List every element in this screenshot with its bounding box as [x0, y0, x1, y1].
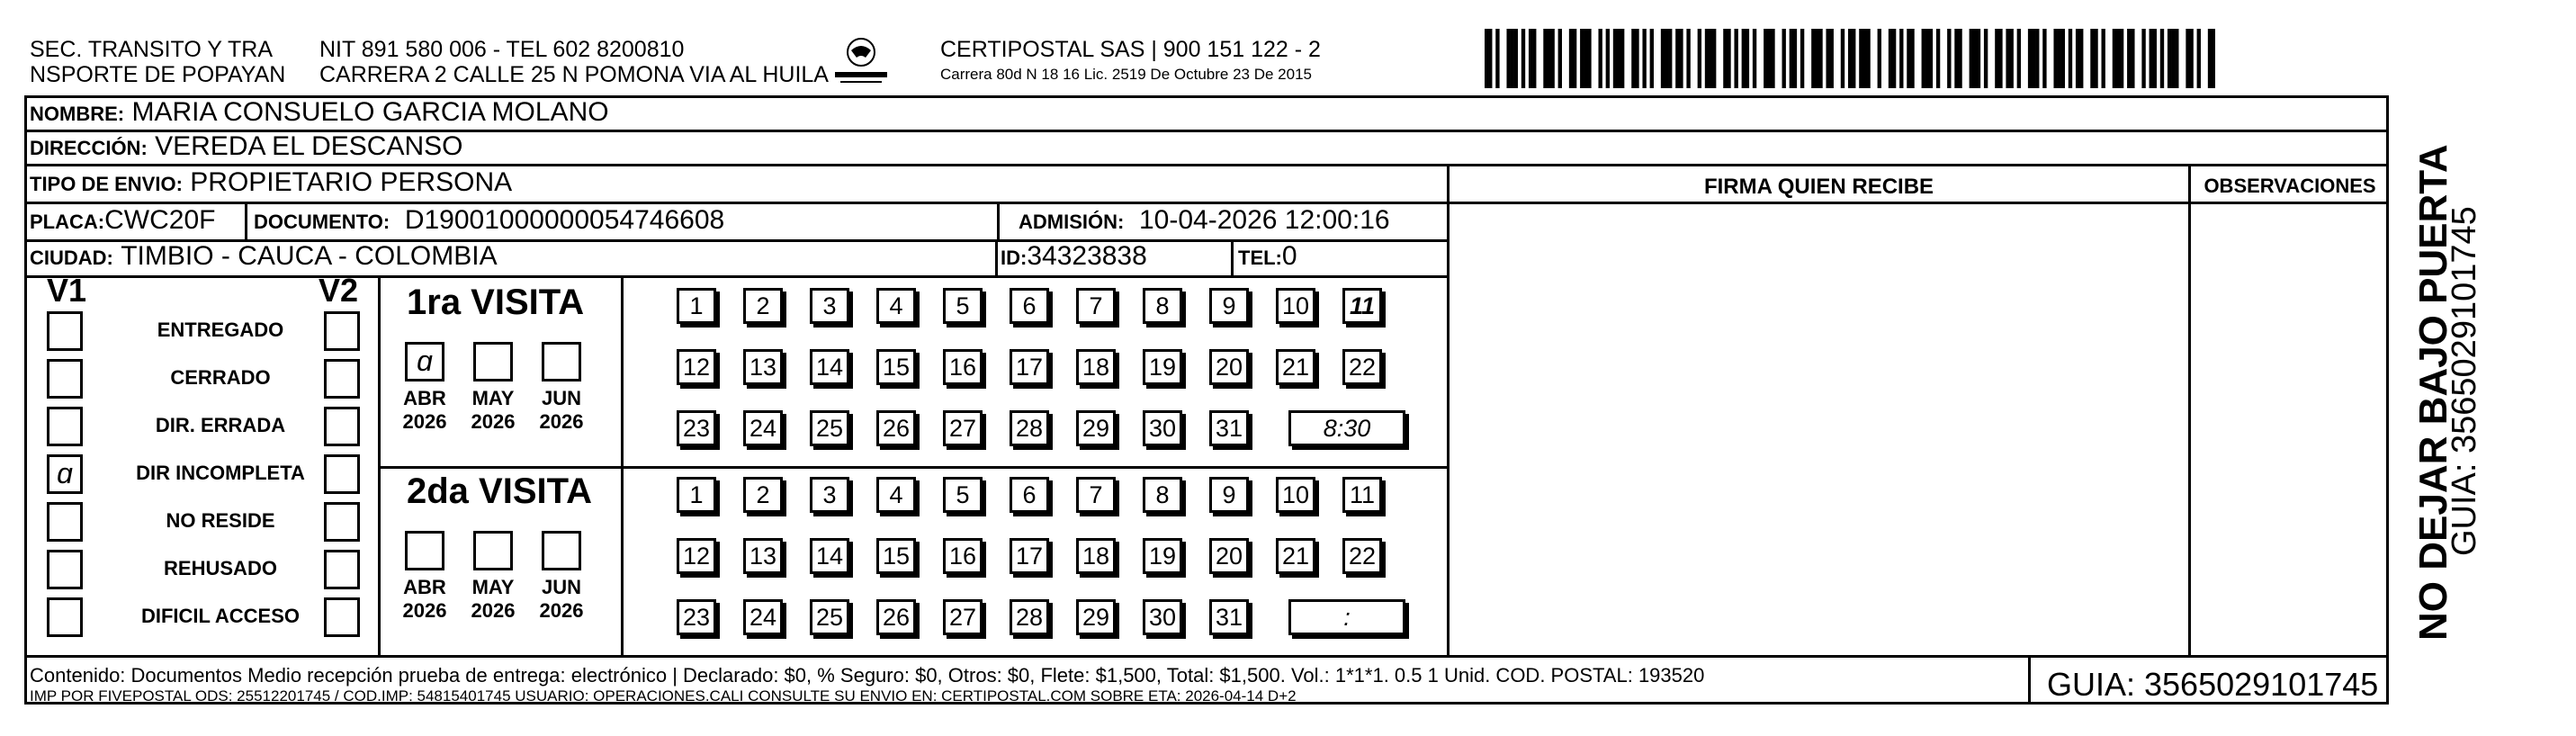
- day-box[interactable]: 24: [743, 599, 783, 635]
- day-box[interactable]: 2: [743, 477, 783, 513]
- day-box[interactable]: 22: [1342, 349, 1382, 385]
- month-checkbox[interactable]: ɑ: [405, 342, 444, 381]
- day-box[interactable]: 8: [1143, 477, 1182, 513]
- time-box[interactable]: :: [1288, 599, 1405, 635]
- day-box[interactable]: 25: [810, 410, 849, 446]
- day-box[interactable]: 3: [810, 477, 849, 513]
- day-box[interactable]: 23: [677, 410, 716, 446]
- day-box[interactable]: 28: [1010, 599, 1049, 635]
- firma-header: FIRMA QUIEN RECIBE: [1703, 175, 1934, 199]
- id-value: 34323838: [1027, 241, 1147, 271]
- day-box[interactable]: 4: [876, 288, 916, 324]
- side-no-dejar: NO DEJAR BAJO PUERTA: [2411, 144, 2455, 641]
- visit1-title: 1ra VISITA: [407, 283, 585, 322]
- day-box[interactable]: 17: [1010, 349, 1049, 385]
- nombre-label: NOMBRE:: [30, 103, 125, 125]
- month-name: MAY: [471, 387, 515, 409]
- day-box[interactable]: 17: [1010, 538, 1049, 574]
- day-box[interactable]: 12: [677, 538, 716, 574]
- day-box[interactable]: 16: [943, 349, 983, 385]
- nit-line: NIT 891 580 006 - TEL 602 8200810: [319, 37, 685, 62]
- month-name: JUN: [541, 387, 581, 409]
- day-box[interactable]: 26: [876, 599, 916, 635]
- footer-imp: IMP POR FIVEPOSTAL ODS: 25512201745 / COD.IMP: 54815401745 USUARIO: OPERACIONES.CALI CONSULTE SU ENVIO EN: CERTIPOSTAL.COM SOBRE ETA: 2026-04-14 D+2: [30, 687, 1297, 705]
- direccion-row: [30, 131, 462, 164]
- status-label: REHUSADO: [164, 557, 277, 579]
- month-year: 2026: [402, 410, 447, 433]
- placa-label: PLACA:: [30, 211, 105, 233]
- month-name: ABR: [403, 387, 446, 409]
- month-checkbox[interactable]: [542, 531, 581, 570]
- license-line: Carrera 80d N 18 16 Lic. 2519 De Octubre 23 De 2015: [940, 66, 1312, 83]
- day-box[interactable]: 13: [743, 349, 783, 385]
- day-box[interactable]: 9: [1209, 477, 1249, 513]
- sender-line-2: NSPORTE DE POPAYAN: [30, 62, 286, 87]
- barcode: [1485, 29, 2215, 88]
- certipostal-logo-icon: [830, 34, 893, 88]
- day-box[interactable]: 12: [677, 349, 716, 385]
- admision-value: 10-04-2026 12:00:16: [1139, 205, 1390, 235]
- day-box[interactable]: 24: [743, 410, 783, 446]
- day-box[interactable]: 20: [1209, 349, 1249, 385]
- day-box[interactable]: 30: [1143, 599, 1182, 635]
- tipo-row: [30, 167, 512, 200]
- day-box[interactable]: 29: [1076, 599, 1116, 635]
- documento-value: D19001000000054746608: [404, 205, 725, 235]
- month-year: 2026: [402, 599, 447, 622]
- tipo-value: PROPIETARIO PERSONA: [190, 167, 513, 197]
- nombre-value: MARIA CONSUELO GARCIA MOLANO: [131, 97, 609, 127]
- ciudad-cell: [30, 241, 498, 274]
- month-year: 2026: [471, 599, 516, 622]
- tel-cell: [1238, 241, 1297, 274]
- ciudad-value: TIMBIO - CAUCA - COLOMBIA: [121, 241, 498, 271]
- day-box[interactable]: 21: [1276, 538, 1315, 574]
- status-label: ENTREGADO: [157, 319, 284, 341]
- status-v2-checkbox[interactable]: [324, 407, 360, 446]
- day-box[interactable]: 15: [876, 349, 916, 385]
- nombre-row: [30, 97, 609, 130]
- status-v2-checkbox[interactable]: [324, 311, 360, 351]
- id-label: ID:: [1001, 247, 1028, 269]
- status-v2-checkbox[interactable]: [324, 597, 360, 637]
- day-box[interactable]: 3: [810, 288, 849, 324]
- documento-label: DOCUMENTO:: [254, 211, 390, 233]
- day-box[interactable]: 21: [1276, 349, 1315, 385]
- month-name: MAY: [471, 576, 515, 598]
- day-box[interactable]: 10: [1276, 477, 1315, 513]
- day-box[interactable]: 28: [1010, 410, 1049, 446]
- day-box[interactable]: 23: [677, 599, 716, 635]
- side-guia: GUIA: 3565029101745: [2446, 206, 2483, 556]
- company-line: CERTIPOSTAL SAS | 900 151 122 - 2: [940, 37, 1321, 62]
- day-box[interactable]: 4: [876, 477, 916, 513]
- day-box[interactable]: 16: [943, 538, 983, 574]
- month-checkbox[interactable]: [405, 531, 444, 570]
- status-v1-checkbox[interactable]: [47, 550, 83, 589]
- day-box[interactable]: 11: [1342, 288, 1382, 324]
- day-box[interactable]: 18: [1076, 538, 1116, 574]
- admision-cell: [1019, 205, 1390, 238]
- tel-label: TEL:: [1238, 247, 1282, 269]
- day-box[interactable]: 25: [810, 599, 849, 635]
- status-label: DIR. ERRADA: [155, 414, 286, 436]
- placa-value: CWC20F: [104, 205, 216, 235]
- month-checkbox[interactable]: [473, 342, 513, 381]
- status-v1-checkbox[interactable]: [47, 597, 83, 637]
- status-v1-checkbox[interactable]: [47, 311, 83, 351]
- day-box[interactable]: 13: [743, 538, 783, 574]
- day-box[interactable]: 20: [1209, 538, 1249, 574]
- status-v2-checkbox[interactable]: [324, 359, 360, 399]
- month-checkbox[interactable]: [542, 342, 581, 381]
- status-v2-checkbox[interactable]: [324, 502, 360, 542]
- day-box[interactable]: 29: [1076, 410, 1116, 446]
- tipo-label: TIPO DE ENVIO:: [30, 173, 183, 195]
- placa-cell: [30, 205, 215, 238]
- status-label: DIFICIL ACCESO: [140, 605, 300, 627]
- day-box[interactable]: 30: [1143, 410, 1182, 446]
- footer-guia: GUIA: 3565029101745: [2047, 666, 2379, 703]
- day-box[interactable]: 14: [810, 349, 849, 385]
- ciudad-label: CIUDAD:: [30, 247, 113, 269]
- day-box[interactable]: 5: [943, 477, 983, 513]
- tel-value: 0: [1281, 241, 1297, 271]
- v1-label: V1: [47, 272, 87, 309]
- day-box[interactable]: 26: [876, 410, 916, 446]
- footer-contenido: Contenido: Documentos Medio recepción prueba de entrega: electrónico | Declarado: $0, % Seguro: $0, Otros: $0, Flete: $1,500, Total: $1,500. Vol.: 1*1*1. 0.5 1 Unid. COD. POSTAL: 193520: [30, 664, 1705, 687]
- day-box[interactable]: 31: [1209, 410, 1249, 446]
- status-v1-checkbox[interactable]: [47, 359, 83, 399]
- status-v1-checkbox[interactable]: [47, 407, 83, 446]
- direccion-label: DIRECCIÓN:: [30, 137, 148, 159]
- status-v2-checkbox[interactable]: [324, 454, 360, 494]
- day-box[interactable]: 5: [943, 288, 983, 324]
- v2-label: V2: [319, 272, 359, 309]
- day-box[interactable]: 2: [743, 288, 783, 324]
- month-year: 2026: [539, 599, 584, 622]
- day-box[interactable]: 19: [1143, 349, 1182, 385]
- address-line: CARRERA 2 CALLE 25 N POMONA VIA AL HUILA: [319, 62, 829, 87]
- status-v1-checkbox[interactable]: ɑ: [47, 454, 83, 494]
- day-box[interactable]: 22: [1342, 538, 1382, 574]
- documento-cell: [254, 205, 724, 238]
- id-cell: [1001, 241, 1147, 274]
- day-box[interactable]: 6: [1010, 477, 1049, 513]
- day-box[interactable]: 1: [677, 477, 716, 513]
- time-box[interactable]: 8:30: [1288, 410, 1405, 446]
- status-label: NO RESIDE: [166, 509, 275, 532]
- day-box[interactable]: 11: [1342, 477, 1382, 513]
- day-box[interactable]: 27: [943, 410, 983, 446]
- status-v1-checkbox[interactable]: [47, 502, 83, 542]
- day-box[interactable]: 8: [1143, 288, 1182, 324]
- month-year: 2026: [539, 410, 584, 433]
- month-checkbox[interactable]: [473, 531, 513, 570]
- day-box[interactable]: 14: [810, 538, 849, 574]
- visit2-title: 2da VISITA: [407, 471, 592, 511]
- day-box[interactable]: 19: [1143, 538, 1182, 574]
- day-box[interactable]: 7: [1076, 477, 1116, 513]
- day-box[interactable]: 18: [1076, 349, 1116, 385]
- admision-label: ADMISIÓN:: [1019, 211, 1125, 233]
- observaciones-header: OBSERVACIONES: [2204, 175, 2376, 197]
- day-box[interactable]: 27: [943, 599, 983, 635]
- day-box[interactable]: 1: [677, 288, 716, 324]
- status-label: CERRADO: [170, 366, 271, 389]
- day-box[interactable]: 7: [1076, 288, 1116, 324]
- day-box[interactable]: 31: [1209, 599, 1249, 635]
- day-box[interactable]: 10: [1276, 288, 1315, 324]
- status-v2-checkbox[interactable]: [324, 550, 360, 589]
- day-box[interactable]: 6: [1010, 288, 1049, 324]
- direccion-value: VEREDA EL DESCANSO: [155, 131, 463, 161]
- day-box[interactable]: 15: [876, 538, 916, 574]
- month-name: JUN: [541, 576, 581, 598]
- month-year: 2026: [471, 410, 516, 433]
- day-box[interactable]: 9: [1209, 288, 1249, 324]
- sender-line-1: SEC. TRANSITO Y TRA: [30, 37, 273, 62]
- status-label: DIR INCOMPLETA: [136, 462, 305, 484]
- month-name: ABR: [403, 576, 446, 598]
